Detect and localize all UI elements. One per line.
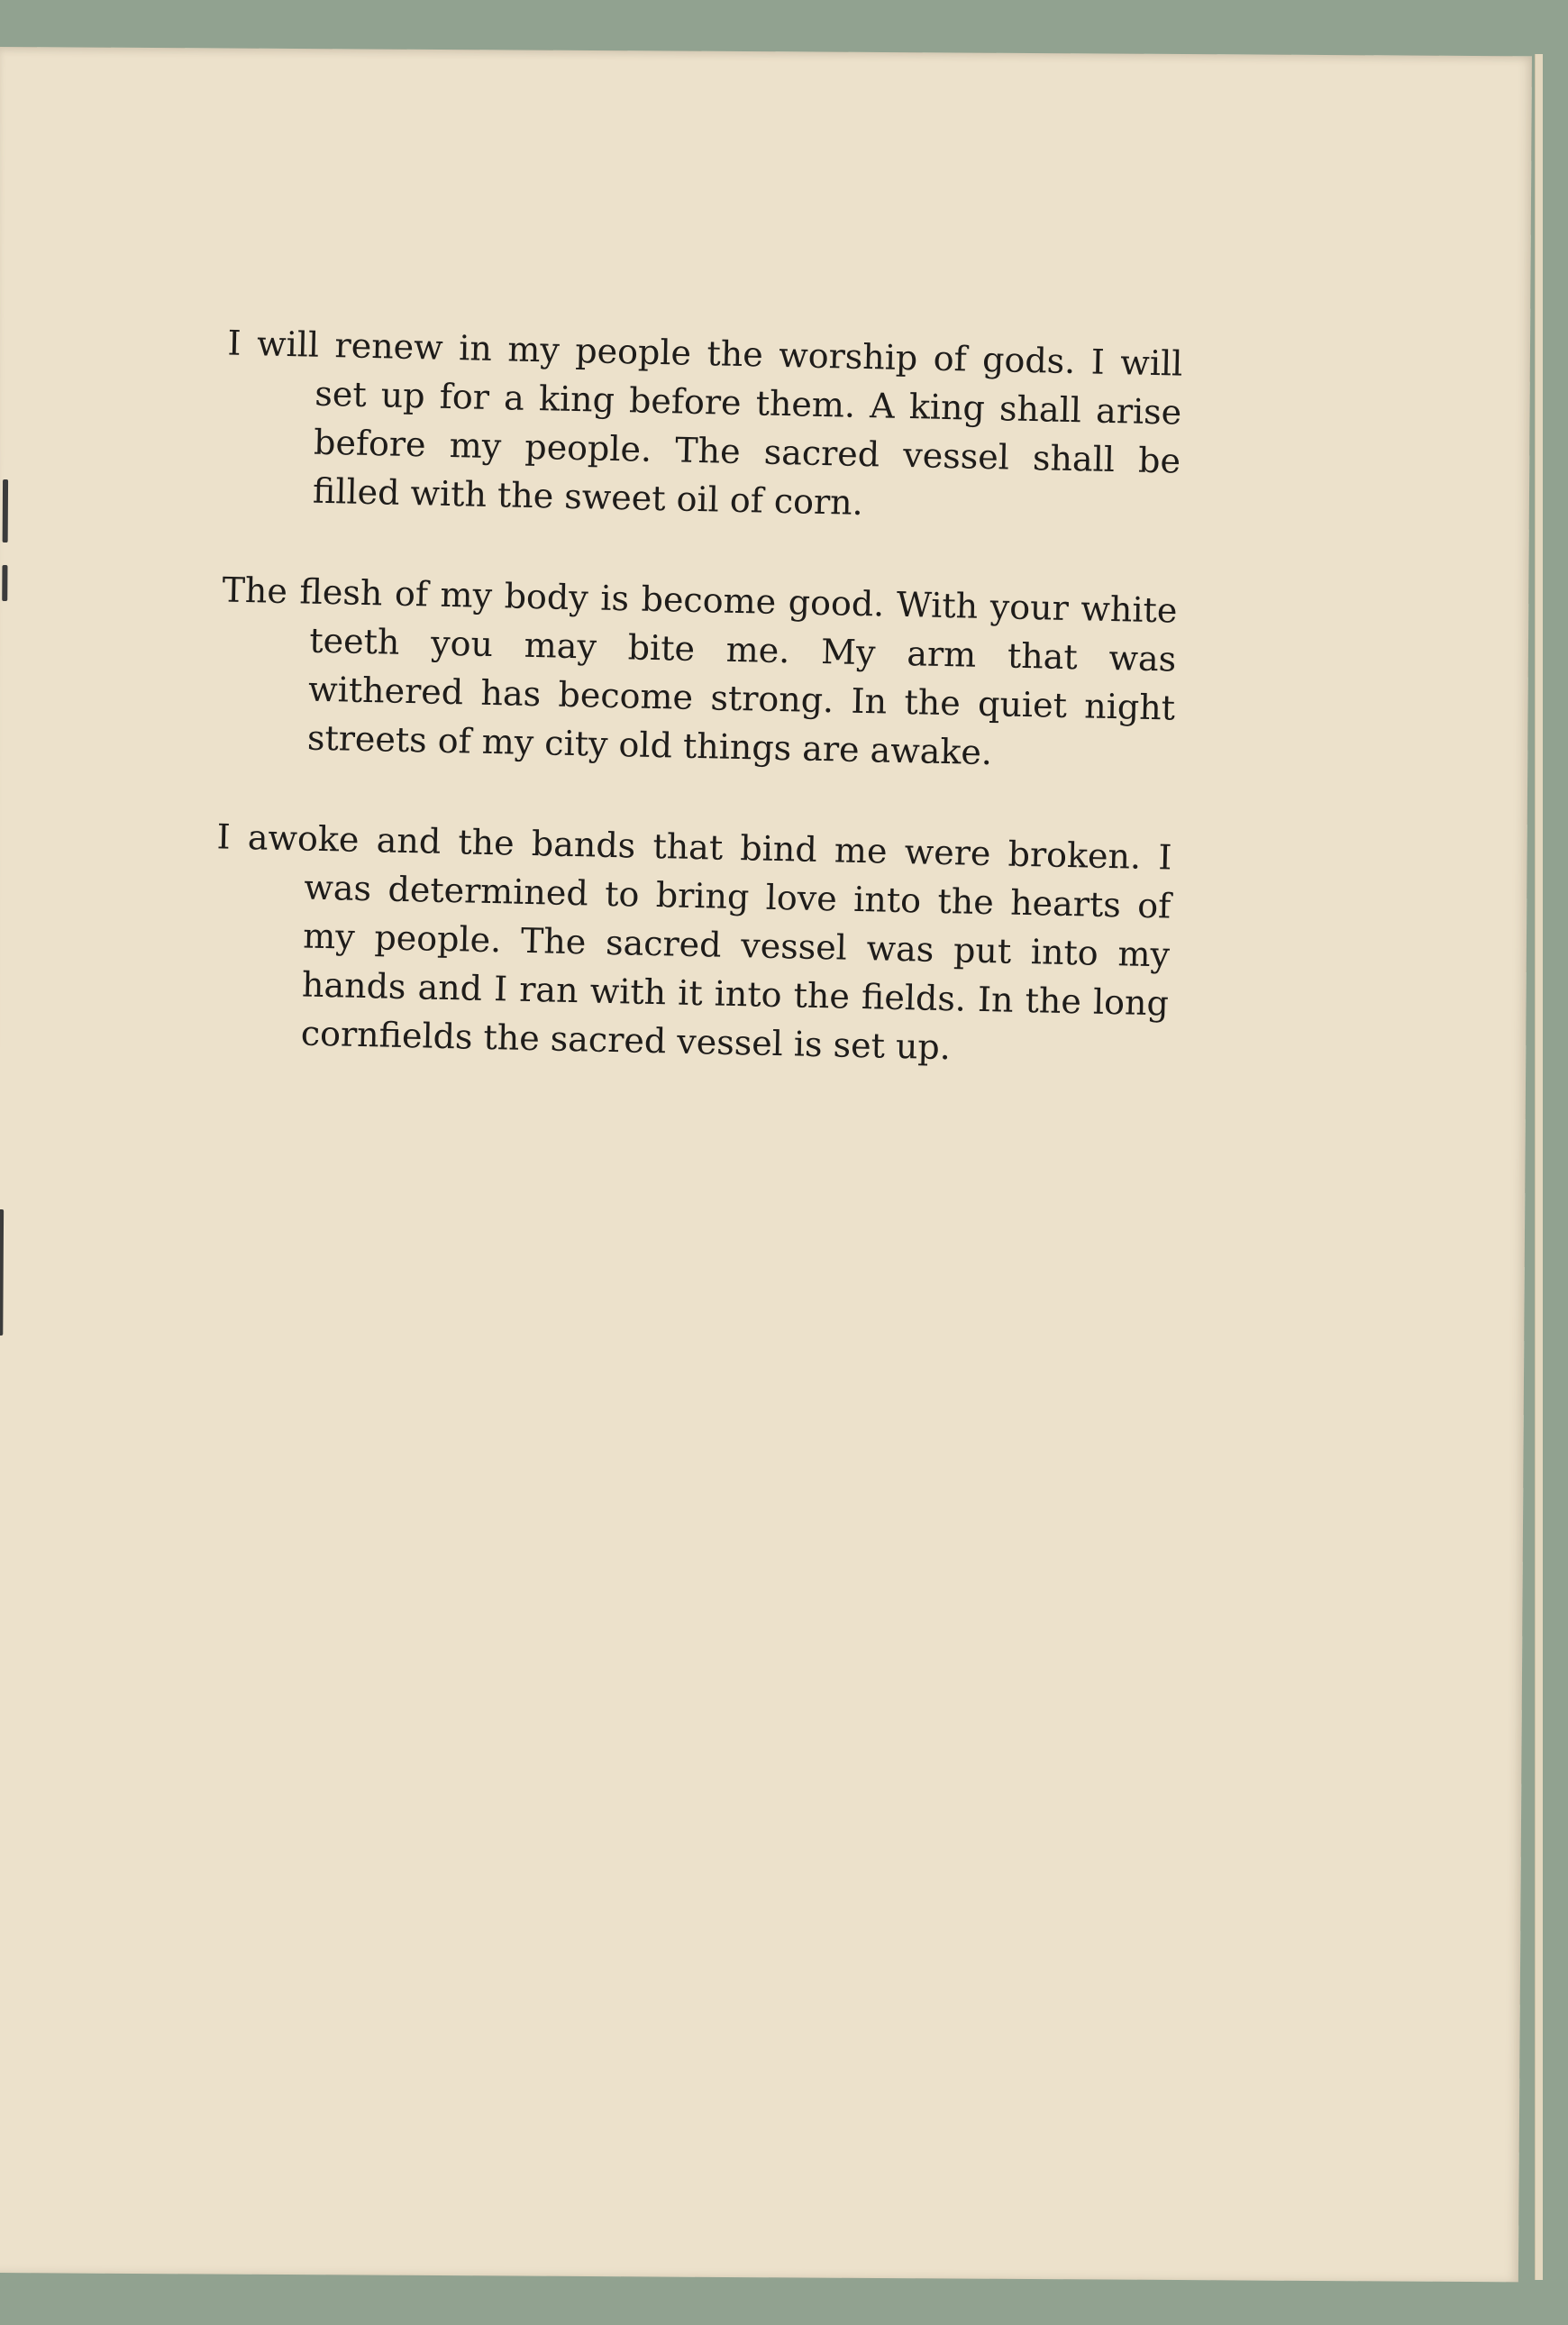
page-edge — [1535, 54, 1543, 2280]
paragraph: The flesh of my body is become good. With your white teeth you may bite me. My arm that was withered has become strong. In the quiet night streets of my city old things are awake. — [222, 570, 1178, 773]
body-text — [211, 319, 1183, 1129]
paragraph: I awoke and the bands that bind me were broken. I was determined to bring love into the hearts of my people. The sacred vessel was put into my hands and I ran with it into the fields. In the long cornfields the sacred vessel is set up. — [216, 816, 1172, 1068]
binding-stitch — [3, 479, 8, 542]
book-page — [0, 47, 1532, 2282]
paragraph: I will renew in my people the worship of gods. I will set up for a king before them. A king shall arise before my people. The sacred vessel shall be filled with the sweet oil of corn. — [227, 323, 1183, 523]
binding-stitch — [2, 565, 7, 601]
binding-stitch — [0, 1209, 4, 1336]
